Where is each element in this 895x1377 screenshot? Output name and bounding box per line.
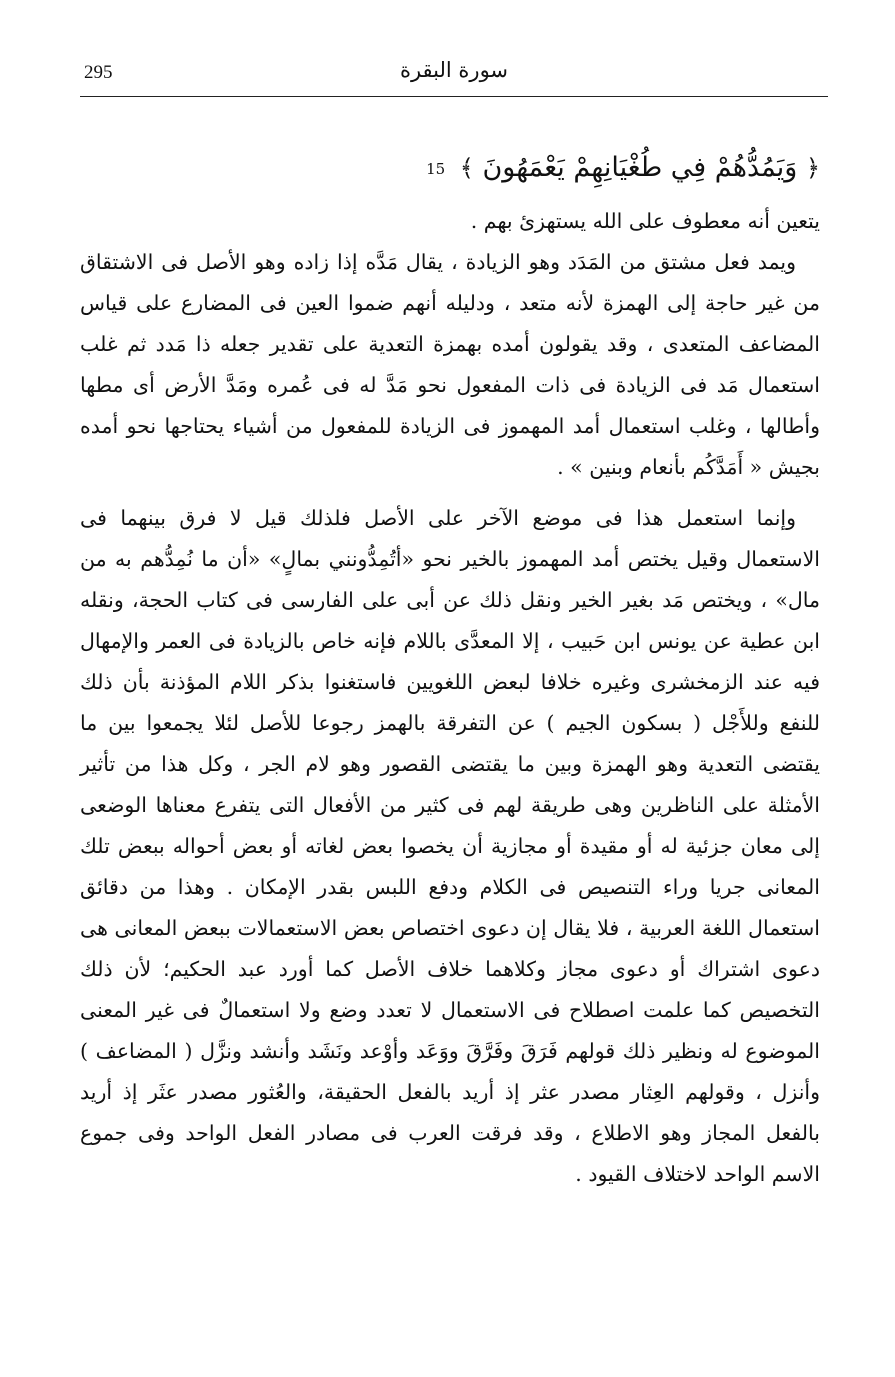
paragraph-definition: ويمد فعل مشتق من المَدَد وهو الزيادة ، يقال مَدَّه إذا زاده وهو الأصل فى الاشتقاق من غير حاجة إلى الهمزة لأنه متعد ، ودليله أنهم ضموا العين فى المضارع على قياس المضاعف المتعدى ، وقد يقولون أمده بهمزة التعدية على تقدير جعله ذا مَدد ثم غلب استعمال مَد فى الزيادة فى ذات المفعول نحو مَدَّ له فى عُمره ومَدَّ الأرض أى مطها وأطالها ، وغلب استعمال أمد المهموز فى الزيادة للمفعول من أشياء يحتاجها نحو أمده بجيش « أَمَدَّكُم بأنعام وبنين » . (80, 249, 820, 479)
page-body (80, 140, 820, 1195)
page-header (80, 52, 828, 97)
verse-open-bracket: ﴿ (805, 154, 820, 182)
verse-number: 15 (426, 159, 446, 178)
paragraph-usage: وإنما استعمل هذا فى موضع الآخر على الأصل فلذلك قيل لا فرق بينهما فى الاستعمال وقيل يختص أمد المهموز بالخير نحو «أتُمِدُّونني بمالٍ» «أن ما نُمِدُّهم به من مال» ، ويختص مَد بغير الخير ونقل ذلك عن أبى على الفارسى فى كتاب الحجة، ونقله ابن عطية عن يونس ابن حَبيب ، إلا المعدَّى باللام فإنه خاص بالزيادة فى العمر والإمهال فيه عند الزمخشرى وغيره خلافا لبعض اللغويين فاستغنوا بذكر اللام المؤذنة بأن ذلك للنفع وللأَجْل ( بسكون الجيم ) عن التفرقة بالهمز رجوعا للأصل لئلا يجمعوا بين ما يقتضى التعدية وهو الهمزة وبين ما يقتضى القصور وهو لام الجر ، وكل هذا من تأثير الأمثلة على الناظرين وهى طريقة لهم فى كثير من الأفعال التى يتفرع معناها الوضعى إلى معان جزئية له أو مقيدة أو مجازية أن يخصوا بعض لغاته أو بعض أحواله ببعض تلك المعانى جريا وراء التنصيص فى الكلام ودفع اللبس بقدر الإمكان . وهذا من دقائق استعمال اللغة العربية ، فلا يقال إن دعوى اختصاص بعض الاستعمالات ببعض المعانى هى دعوى اشتراك أو دعوى مجاز وكلاهما خلاف الأصل كما أورد عبد الحكيم؛ لأن ذلك التخصيص كما علمت اصطلاح فى الاستعمال لا تعدد وضع ولا استعمالٌ فى غير المعنى الموضوع له ونظير ذلك قولهم فَرَقَ وفَرَّقَ ووَعَد وأوْعد ونَشَد وأنشد ونزَّل ( المضاعف ) وأنزل ، وقولهم العِثار مصدر عثر إذ أريد بالفعل الحقيقة، والعُثور مصدر عثَر إذ أريد بالفعل المجاز وهو الاطلاع ، وقد فرقت العرب فى مصادر الفعل الواحد وفى جموع الاسم الواحد لاختلاف القيود . (80, 505, 820, 1186)
verse-close-bracket: ﴾ (459, 154, 474, 182)
paragraph-intro: يتعين أنه معطوف على الله يستهزئ بهم . (470, 208, 820, 233)
running-title: سورة البقرة (399, 58, 509, 82)
page-number: 295 (84, 62, 113, 83)
quran-verse (80, 140, 820, 197)
verse-text: وَيَمُدُّهُمْ فِي طُغْيَانِهِمْ يَعْمَهُونَ (482, 152, 798, 183)
